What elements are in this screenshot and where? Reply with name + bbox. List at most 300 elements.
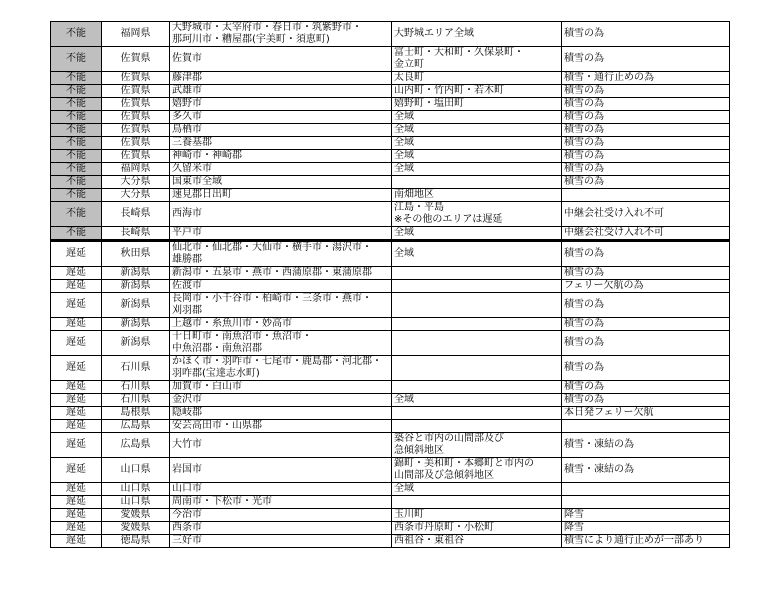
prefecture-cell — [102, 176, 170, 189]
reason-text: 積雪の為 — [564, 337, 604, 348]
reason-text: 積雪の為 — [564, 163, 604, 174]
reason-text: 積雪の為 — [564, 98, 604, 109]
city-cell — [170, 85, 392, 98]
reason-cell — [562, 227, 730, 241]
status-text: 遅延 — [66, 464, 86, 475]
table-row — [51, 189, 730, 202]
city-text: 上越市・糸魚川市・妙高市 — [172, 318, 292, 329]
area-text: 全域 — [394, 227, 414, 238]
area-cell — [392, 381, 562, 394]
city-cell — [170, 98, 392, 111]
city-text: 周南市・下松市・光市 — [172, 496, 272, 507]
city-text: 大竹市 — [172, 439, 202, 450]
city-cell — [170, 535, 392, 548]
area-text: 全域 — [394, 137, 414, 148]
prefecture-text: 佐賀県 — [120, 98, 151, 109]
table-row — [51, 124, 730, 137]
reason-cell — [562, 124, 730, 137]
city-cell — [170, 124, 392, 137]
reason-cell — [562, 509, 730, 522]
prefecture-text: 山口県 — [120, 496, 151, 507]
area-cell — [392, 202, 562, 227]
city-text: 神崎市・神崎郡 — [172, 150, 242, 161]
area-cell — [392, 227, 562, 241]
area-text: 全域 — [394, 248, 414, 259]
reason-cell — [562, 420, 730, 433]
city-cell — [170, 22, 392, 47]
city-cell — [170, 189, 392, 202]
prefecture-cell — [102, 124, 170, 137]
reason-cell — [562, 318, 730, 331]
status-text: 不能 — [66, 72, 86, 83]
area-cell — [392, 407, 562, 420]
city-cell — [170, 356, 392, 381]
status-text: 不能 — [66, 189, 86, 200]
prefecture-text: 愛媛県 — [120, 522, 151, 533]
city-cell — [170, 267, 392, 280]
city-cell — [170, 458, 392, 483]
reason-cell — [562, 381, 730, 394]
prefecture-text: 佐賀県 — [120, 150, 151, 161]
prefecture-text: 石川県 — [120, 394, 151, 405]
city-text: 嬉野市 — [172, 98, 202, 109]
table-row — [51, 318, 730, 331]
reason-cell — [562, 535, 730, 548]
city-cell — [170, 407, 392, 420]
reason-text: 積雪の為 — [564, 381, 604, 392]
city-text: 佐渡市 — [172, 280, 202, 291]
city-text: 三養基郡 — [172, 137, 212, 148]
reason-text: 積雪の為 — [564, 394, 604, 405]
delivery-status-table — [50, 21, 730, 548]
city-text: 十日町市・南魚沼市・魚沼市・ 中魚沼郡・南魚沼郡 — [172, 331, 312, 354]
reason-cell — [562, 496, 730, 509]
prefecture-text: 徳島県 — [120, 535, 151, 546]
status-text: 不能 — [66, 111, 86, 122]
reason-text: 積雪の為 — [564, 137, 604, 148]
city-cell — [170, 496, 392, 509]
prefecture-cell — [102, 483, 170, 496]
prefecture-cell — [102, 496, 170, 509]
status-text: 遅延 — [66, 280, 86, 291]
table-row — [51, 381, 730, 394]
city-text: 岩国市 — [172, 464, 202, 475]
city-cell — [170, 137, 392, 150]
city-cell — [170, 522, 392, 535]
table-row — [51, 85, 730, 98]
city-cell — [170, 72, 392, 85]
prefecture-text: 石川県 — [120, 362, 151, 373]
city-cell — [170, 111, 392, 124]
area-cell — [392, 318, 562, 331]
prefecture-cell — [102, 267, 170, 280]
table-row — [51, 137, 730, 150]
area-cell — [392, 535, 562, 548]
prefecture-text: 新潟県 — [120, 299, 151, 310]
city-text: 藤津郡 — [172, 72, 202, 83]
status-text: 遅延 — [66, 248, 86, 259]
area-cell — [392, 241, 562, 267]
status-text: 遅延 — [66, 522, 86, 533]
prefecture-text: 佐賀県 — [120, 137, 151, 148]
status-cell — [51, 189, 102, 202]
area-text: 玉川町 — [394, 509, 424, 520]
reason-text: 積雪の為 — [564, 124, 604, 135]
prefecture-text: 新潟県 — [120, 318, 151, 329]
area-text: 全域 — [394, 163, 414, 174]
status-cell — [51, 98, 102, 111]
city-cell — [170, 483, 392, 496]
city-text: 速見郡日出町 — [172, 189, 232, 200]
reason-cell — [562, 293, 730, 318]
status-cell — [51, 433, 102, 458]
status-text: 遅延 — [66, 483, 86, 494]
city-text: 仙北市・仙北郡・大仙市・横手市・湯沢市・ 雄勝郡 — [172, 242, 372, 265]
area-cell — [392, 72, 562, 85]
reason-cell — [562, 433, 730, 458]
status-cell — [51, 22, 102, 47]
table-row — [51, 458, 730, 483]
reason-cell — [562, 150, 730, 163]
status-text: 不能 — [66, 163, 86, 174]
city-cell — [170, 420, 392, 433]
city-text: 安芸高田市・山県郡 — [172, 420, 262, 431]
area-cell — [392, 124, 562, 137]
status-cell — [51, 72, 102, 85]
prefecture-cell — [102, 163, 170, 176]
prefecture-cell — [102, 394, 170, 407]
reason-text: 降雪 — [564, 509, 584, 520]
city-cell — [170, 381, 392, 394]
status-cell — [51, 509, 102, 522]
area-cell — [392, 22, 562, 47]
prefecture-cell — [102, 111, 170, 124]
status-cell — [51, 111, 102, 124]
reason-cell — [562, 137, 730, 150]
status-cell — [51, 331, 102, 356]
area-cell — [392, 189, 562, 202]
city-text: 西海市 — [172, 208, 202, 219]
reason-cell — [562, 163, 730, 176]
status-cell — [51, 227, 102, 241]
table-row — [51, 227, 730, 241]
table-row — [51, 22, 730, 47]
area-cell — [392, 280, 562, 293]
reason-cell — [562, 189, 730, 202]
reason-cell — [562, 202, 730, 227]
table-row — [51, 331, 730, 356]
prefecture-text: 島根県 — [120, 407, 151, 418]
prefecture-cell — [102, 189, 170, 202]
area-cell — [392, 293, 562, 318]
city-cell — [170, 331, 392, 356]
area-cell — [392, 150, 562, 163]
prefecture-cell — [102, 72, 170, 85]
area-text: 江島・平島 ※その他のエリアは遅延 — [394, 202, 503, 225]
reason-cell — [562, 331, 730, 356]
area-text: 全域 — [394, 124, 414, 135]
status-cell — [51, 407, 102, 420]
prefecture-cell — [102, 458, 170, 483]
prefecture-cell — [102, 137, 170, 150]
city-text: 三好市 — [172, 535, 202, 546]
reason-text: 中継会社受け入れ不可 — [564, 227, 664, 238]
prefecture-cell — [102, 407, 170, 420]
city-cell — [170, 293, 392, 318]
area-cell — [392, 483, 562, 496]
area-cell — [392, 267, 562, 280]
status-cell — [51, 176, 102, 189]
city-cell — [170, 163, 392, 176]
status-cell — [51, 458, 102, 483]
reason-cell — [562, 241, 730, 267]
prefecture-cell — [102, 241, 170, 267]
area-cell — [392, 163, 562, 176]
reason-cell — [562, 458, 730, 483]
city-text: かほく市・羽咋市・七尾市・鹿島郡・河北郡・ 羽咋郡(宝達志水町) — [172, 356, 382, 379]
table-body — [51, 22, 730, 548]
table-row — [51, 407, 730, 420]
prefecture-cell — [102, 98, 170, 111]
reason-text: 積雪の為 — [564, 150, 604, 161]
city-text: 武雄市 — [172, 85, 202, 96]
table-row — [51, 433, 730, 458]
status-text: 不能 — [66, 85, 86, 96]
status-text: 遅延 — [66, 337, 86, 348]
status-text: 遅延 — [66, 496, 86, 507]
reason-text: 中継会社受け入れ不可 — [564, 208, 664, 219]
city-cell — [170, 318, 392, 331]
city-cell — [170, 227, 392, 241]
prefecture-text: 石川県 — [120, 381, 151, 392]
city-text: 久留米市 — [172, 163, 212, 174]
prefecture-cell — [102, 356, 170, 381]
status-text: 遅延 — [66, 318, 86, 329]
reason-cell — [562, 111, 730, 124]
reason-text: 積雪・通行止めの為 — [564, 72, 654, 83]
reason-cell — [562, 394, 730, 407]
reason-cell — [562, 176, 730, 189]
reason-text: 積雪・凍結の為 — [564, 464, 634, 475]
reason-text: 積雪の為 — [564, 111, 604, 122]
reason-cell — [562, 98, 730, 111]
status-cell — [51, 394, 102, 407]
table-row — [51, 267, 730, 280]
area-text: 大野城エリア全域 — [394, 28, 474, 39]
table-row — [51, 509, 730, 522]
prefecture-text: 長崎県 — [120, 208, 151, 219]
table-row — [51, 111, 730, 124]
status-text: 不能 — [66, 124, 86, 135]
reason-text: 積雪の為 — [564, 28, 604, 39]
area-cell — [392, 522, 562, 535]
prefecture-cell — [102, 280, 170, 293]
table-row — [51, 522, 730, 535]
table-row — [51, 280, 730, 293]
prefecture-text: 福岡県 — [120, 163, 151, 174]
table-row — [51, 72, 730, 85]
reason-cell — [562, 280, 730, 293]
area-cell — [392, 137, 562, 150]
area-cell — [392, 85, 562, 98]
reason-cell — [562, 483, 730, 496]
prefecture-cell — [102, 433, 170, 458]
prefecture-text: 広島県 — [120, 420, 151, 431]
reason-cell — [562, 356, 730, 381]
table-row — [51, 496, 730, 509]
table-row — [51, 535, 730, 548]
area-cell — [392, 47, 562, 72]
status-cell — [51, 381, 102, 394]
area-text: 南畑地区 — [394, 189, 434, 200]
prefecture-text: 大分県 — [120, 176, 151, 187]
area-cell — [392, 356, 562, 381]
city-cell — [170, 509, 392, 522]
status-cell — [51, 163, 102, 176]
prefecture-text: 愛媛県 — [120, 509, 151, 520]
reason-text: 積雪の為 — [564, 267, 604, 278]
prefecture-cell — [102, 202, 170, 227]
status-cell — [51, 293, 102, 318]
status-text: 遅延 — [66, 439, 86, 450]
table-row — [51, 241, 730, 267]
status-text: 遅延 — [66, 381, 86, 392]
city-text: 大野城市・太宰府市・春日市・筑紫野市・ 那珂川市・糟屋郡(宇美町・須恵町) — [172, 22, 362, 45]
area-cell — [392, 496, 562, 509]
prefecture-cell — [102, 318, 170, 331]
table-row — [51, 356, 730, 381]
status-text: 遅延 — [66, 267, 86, 278]
area-text: 全域 — [394, 111, 414, 122]
reason-text: 積雪の為 — [564, 176, 604, 187]
prefecture-cell — [102, 535, 170, 548]
reason-cell — [562, 267, 730, 280]
area-text: 全域 — [394, 394, 414, 405]
status-cell — [51, 535, 102, 548]
table-row — [51, 483, 730, 496]
prefecture-cell — [102, 381, 170, 394]
table-row — [51, 202, 730, 227]
status-text: 遅延 — [66, 394, 86, 405]
prefecture-cell — [102, 522, 170, 535]
prefecture-cell — [102, 150, 170, 163]
status-text: 不能 — [66, 53, 86, 64]
table-row — [51, 150, 730, 163]
reason-text: 積雪の為 — [564, 248, 604, 259]
area-cell — [392, 394, 562, 407]
table-row — [51, 98, 730, 111]
city-text: 多久市 — [172, 111, 202, 122]
prefecture-text: 新潟県 — [120, 337, 151, 348]
area-text: 富士町・大和町・久保泉町・ 金立町 — [394, 47, 524, 70]
city-cell — [170, 202, 392, 227]
status-text: 不能 — [66, 227, 86, 238]
status-text: 遅延 — [66, 407, 86, 418]
area-cell — [392, 420, 562, 433]
reason-text: フェリー欠航の為 — [564, 280, 644, 291]
status-text: 遅延 — [66, 362, 86, 373]
area-text: 山内町・竹内町・若木町 — [394, 85, 504, 96]
reason-cell — [562, 47, 730, 72]
area-cell — [392, 176, 562, 189]
status-text: 遅延 — [66, 299, 86, 310]
city-cell — [170, 241, 392, 267]
prefecture-text: 山口県 — [120, 464, 151, 475]
area-text: 全域 — [394, 150, 414, 161]
prefecture-text: 福岡県 — [120, 28, 151, 39]
prefecture-cell — [102, 420, 170, 433]
reason-text: 積雪・凍結の為 — [564, 439, 634, 450]
city-text: 新潟市・五泉市・燕市・西蒲原郡・東蒲原郡 — [172, 267, 372, 278]
prefecture-text: 広島県 — [120, 439, 151, 450]
status-cell — [51, 202, 102, 227]
prefecture-text: 佐賀県 — [120, 72, 151, 83]
area-cell — [392, 331, 562, 356]
reason-text: 積雪により通行止めが一部あり — [564, 535, 704, 546]
prefecture-text: 佐賀県 — [120, 85, 151, 96]
table-row — [51, 420, 730, 433]
status-text: 不能 — [66, 176, 86, 187]
status-cell — [51, 356, 102, 381]
reason-cell — [562, 407, 730, 420]
prefecture-cell — [102, 85, 170, 98]
area-text: 錦町・美和町・本郷町と市内の 山間部及び急傾斜地区 — [394, 458, 534, 481]
status-cell — [51, 267, 102, 280]
area-cell — [392, 111, 562, 124]
city-text: 国東市全域 — [172, 176, 222, 187]
city-cell — [170, 394, 392, 407]
reason-text: 降雪 — [564, 522, 584, 533]
city-cell — [170, 433, 392, 458]
city-text: 山口市 — [172, 483, 202, 494]
prefecture-cell — [102, 509, 170, 522]
area-text: 太良町 — [394, 72, 424, 83]
status-cell — [51, 241, 102, 267]
prefecture-text: 長崎県 — [120, 227, 151, 238]
area-text: 全域 — [394, 483, 414, 494]
city-text: 金沢市 — [172, 394, 202, 405]
prefecture-text: 新潟県 — [120, 267, 151, 278]
status-cell — [51, 318, 102, 331]
area-cell — [392, 433, 562, 458]
reason-text: 積雪の為 — [564, 299, 604, 310]
reason-text: 積雪の為 — [564, 362, 604, 373]
city-text: 西条市 — [172, 522, 202, 533]
city-cell — [170, 176, 392, 189]
reason-cell — [562, 22, 730, 47]
status-text: 遅延 — [66, 420, 86, 431]
city-text: 加賀市・白山市 — [172, 381, 242, 392]
prefecture-text: 新潟県 — [120, 280, 151, 291]
status-cell — [51, 483, 102, 496]
status-cell — [51, 85, 102, 98]
table-row — [51, 163, 730, 176]
status-text: 不能 — [66, 28, 86, 39]
status-text: 遅延 — [66, 535, 86, 546]
status-cell — [51, 496, 102, 509]
status-cell — [51, 280, 102, 293]
area-cell — [392, 509, 562, 522]
reason-text: 積雪の為 — [564, 53, 604, 64]
prefecture-text: 大分県 — [120, 189, 151, 200]
status-cell — [51, 124, 102, 137]
status-cell — [51, 522, 102, 535]
area-cell — [392, 458, 562, 483]
prefecture-cell — [102, 293, 170, 318]
status-cell — [51, 420, 102, 433]
prefecture-cell — [102, 227, 170, 241]
area-text: 嬉野町・塩田町 — [394, 98, 464, 109]
